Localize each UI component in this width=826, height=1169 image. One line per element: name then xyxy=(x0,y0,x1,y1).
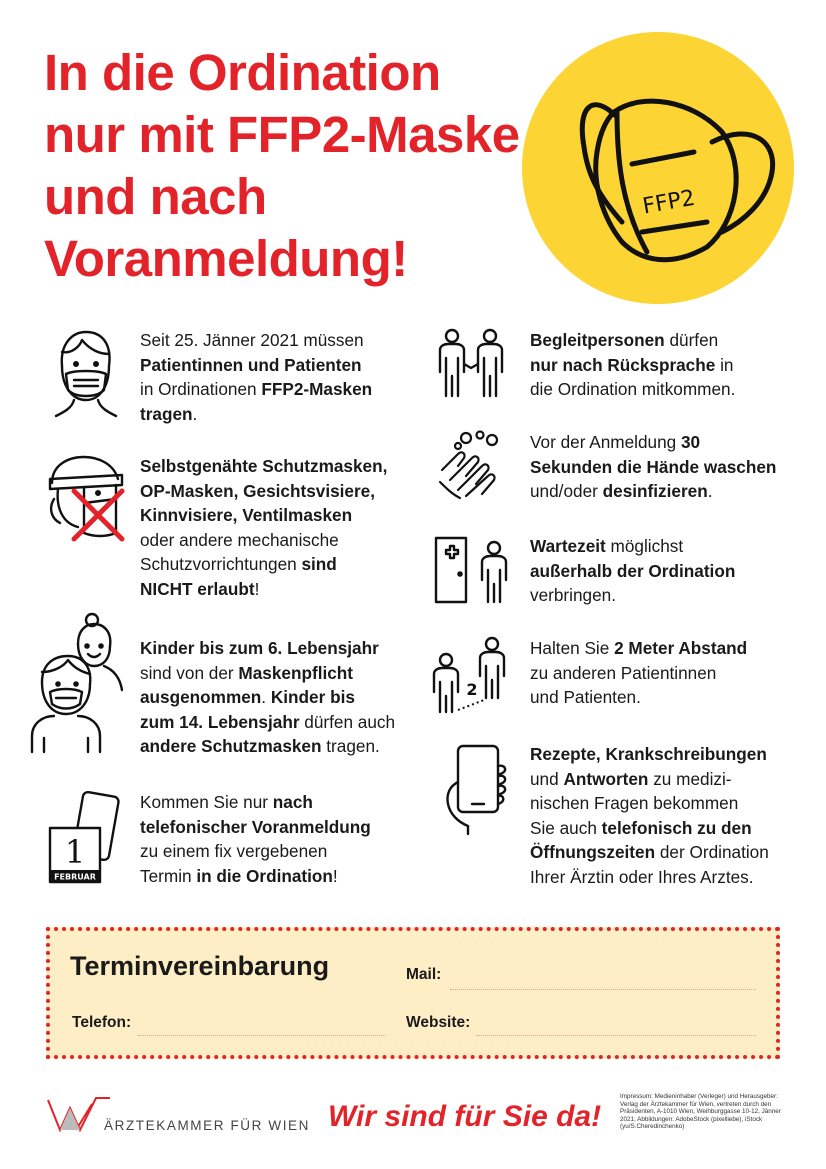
text-run: . xyxy=(707,481,713,501)
text-run: in Ordinationen xyxy=(140,379,262,399)
text-line xyxy=(140,815,371,840)
person-with-mask-icon xyxy=(52,328,118,422)
text-run: Antworten xyxy=(563,768,649,789)
text-line xyxy=(140,734,395,759)
appointment-box xyxy=(46,927,780,1059)
text-line xyxy=(530,840,769,865)
text-line xyxy=(530,479,776,504)
text-run: Ihrer Ärztin oder Ihres Arztes. xyxy=(530,866,754,887)
text-run: nach xyxy=(272,792,313,812)
ffp2-mask-badge xyxy=(522,32,794,304)
text-line xyxy=(530,353,735,378)
phone-label: Telefon: xyxy=(72,1014,132,1031)
text-run: Maskenpflicht xyxy=(238,662,354,683)
text-run: sind von der xyxy=(140,662,239,683)
text-run: Vor der Anmeldung xyxy=(530,432,681,452)
children-icon xyxy=(30,610,130,758)
text-run: ! xyxy=(254,578,260,599)
text-line xyxy=(140,790,371,815)
text-run: verbringen. xyxy=(530,585,616,605)
text-run: Seit 25. Jänner 2021 müssen xyxy=(140,330,364,350)
item-text xyxy=(530,534,735,608)
headline-line: In die Ordination xyxy=(44,44,441,101)
text-line xyxy=(140,577,387,602)
door-person-icon xyxy=(434,534,508,604)
calendar-phone-icon xyxy=(48,790,122,886)
hand-washing-icon xyxy=(436,430,506,500)
text-line xyxy=(530,742,769,767)
text-run: tragen. xyxy=(321,736,380,756)
face-shield-crossed-icon xyxy=(44,453,128,545)
item-text xyxy=(530,636,747,710)
text-run: und xyxy=(530,768,564,789)
distance-icon xyxy=(432,636,508,716)
text-run: Kinder bis xyxy=(270,687,355,707)
text-line xyxy=(530,767,769,792)
text-run: außerhalb der Ordination xyxy=(530,560,736,581)
item-text xyxy=(530,430,776,504)
text-run: und/oder xyxy=(530,481,603,501)
text-line xyxy=(530,865,769,890)
text-run: nischen Fragen bekommen xyxy=(530,793,739,813)
text-run: OP-Masken, Gesichtsvisiere, xyxy=(140,480,376,501)
appointment-title: Terminvereinbarung xyxy=(70,951,330,981)
text-run: Begleitpersonen xyxy=(530,330,665,350)
text-line xyxy=(530,583,735,608)
text-line xyxy=(140,864,371,889)
text-run: zu anderen Patientinnen xyxy=(530,662,717,683)
text-line xyxy=(530,661,747,686)
text-line xyxy=(140,454,387,479)
text-run: und Patienten. xyxy=(530,687,641,707)
text-run: Termin xyxy=(140,865,197,886)
text-run: . xyxy=(192,403,198,424)
organization-name: ÄRZTEKAMMER FÜR WIEN xyxy=(104,1118,310,1133)
text-line xyxy=(530,791,769,816)
text-run: oder andere mechanische xyxy=(140,529,339,550)
text-run: der Ordination xyxy=(655,842,769,862)
text-line xyxy=(530,685,747,710)
text-run: ! xyxy=(332,865,338,886)
text-line xyxy=(140,661,395,686)
text-line xyxy=(140,328,372,353)
text-run: . xyxy=(261,687,271,707)
item-text xyxy=(140,790,371,888)
text-run: Öffnungszeiten xyxy=(530,842,656,862)
text-line xyxy=(530,534,735,559)
text-run: möglichst xyxy=(605,536,684,556)
item-text xyxy=(530,742,769,889)
text-line xyxy=(140,377,372,402)
text-run: Kommen Sie nur xyxy=(140,792,273,812)
text-run: sind xyxy=(301,554,337,574)
text-line xyxy=(530,430,776,455)
text-line xyxy=(530,455,776,480)
text-line xyxy=(140,479,387,504)
text-run: Sie auch xyxy=(530,817,602,838)
text-line xyxy=(530,636,747,661)
text-run: FFP2-Masken xyxy=(261,379,373,399)
hand-phone-icon xyxy=(440,742,520,836)
text-run: nur nach Rücksprache xyxy=(530,354,716,375)
ffp2-mask-icon xyxy=(522,32,794,304)
mail-label: Mail: xyxy=(406,966,442,983)
text-line xyxy=(530,377,735,402)
item-text xyxy=(140,328,372,426)
two-people-icon xyxy=(436,328,508,400)
text-run: Schutzvorrichtungen xyxy=(140,554,302,574)
text-run: tragen xyxy=(140,403,193,424)
calendar-day: 1 xyxy=(64,833,86,871)
text-run: telefonisch zu den xyxy=(601,817,752,838)
text-run: Rezepte, Krankschreibungen xyxy=(530,744,767,764)
text-run: zum 14. Lebensjahr xyxy=(140,711,300,732)
text-run: desinfizieren xyxy=(602,481,708,501)
text-line xyxy=(140,402,372,427)
text-line xyxy=(530,559,735,584)
text-run: telefonischer Voranmeldung xyxy=(140,816,371,837)
headline-line: und nach xyxy=(44,168,267,225)
text-run: zu einem fix vergebenen xyxy=(140,841,328,861)
website-label: Website: xyxy=(406,1014,471,1031)
text-run: in die Ordination xyxy=(196,865,333,886)
website-field[interactable] xyxy=(476,1035,756,1036)
text-line xyxy=(140,685,395,710)
text-run: 2 Meter Abstand xyxy=(614,638,748,658)
text-line xyxy=(530,328,735,353)
text-line xyxy=(140,710,395,735)
text-run: Wartezeit xyxy=(530,536,606,556)
text-line xyxy=(140,552,387,577)
headline-line: Voranmeldung! xyxy=(44,230,408,287)
text-line xyxy=(140,353,372,378)
text-run: ausgenommen xyxy=(140,687,262,707)
text-run: dürfen auch xyxy=(299,711,396,732)
text-run: in xyxy=(715,354,734,375)
text-line xyxy=(140,528,387,553)
text-run: Kinder bis zum 6. Lebensjahr xyxy=(140,638,379,658)
headline-line: nur mit FFP2-Maske xyxy=(44,106,520,163)
mail-field[interactable] xyxy=(450,989,756,990)
text-run: NICHT erlaubt xyxy=(140,578,255,599)
headline xyxy=(44,42,520,290)
item-text xyxy=(140,636,395,759)
item-text xyxy=(530,328,735,402)
text-run: Kinnvisiere, Ventilmasken xyxy=(140,505,353,525)
text-run: dürfen xyxy=(664,330,719,350)
text-run: Halten Sie xyxy=(530,638,615,658)
phone-field[interactable] xyxy=(138,1035,386,1036)
text-run: Selbstgenähte Schutzmasken, xyxy=(140,456,388,476)
text-run: andere Schutzmasken xyxy=(140,736,322,756)
text-line xyxy=(140,503,387,528)
slogan: Wir sind für Sie da! xyxy=(328,1100,602,1133)
text-line xyxy=(140,839,371,864)
impressum: Impressum: Medieninhaber (Verleger) und Herausgeber: Verlag der Ärztekammer für Wien, vertreten durch den Präsidenten, A-1010 Wien, Weihburggasse 10-12, Jänner 2021; Abbildungen: AdobeStock (pixelliebe), iStock (yu/S.Cheredinchenko) xyxy=(620,1093,781,1131)
text-line xyxy=(140,636,395,661)
mask-label: FFP2 xyxy=(640,185,697,220)
text-run: 30 xyxy=(680,432,701,452)
text-run: zu medizi- xyxy=(648,768,732,789)
calendar-month: FEBRUAR xyxy=(54,872,96,882)
text-run: Sekunden die Hände waschen xyxy=(530,456,777,477)
text-run: die Ordination mitkommen. xyxy=(530,379,736,399)
distance-value: 2 xyxy=(466,680,478,699)
text-line xyxy=(530,816,769,841)
text-run: Patientinnen und Patienten xyxy=(140,354,362,375)
item-text xyxy=(140,454,387,601)
